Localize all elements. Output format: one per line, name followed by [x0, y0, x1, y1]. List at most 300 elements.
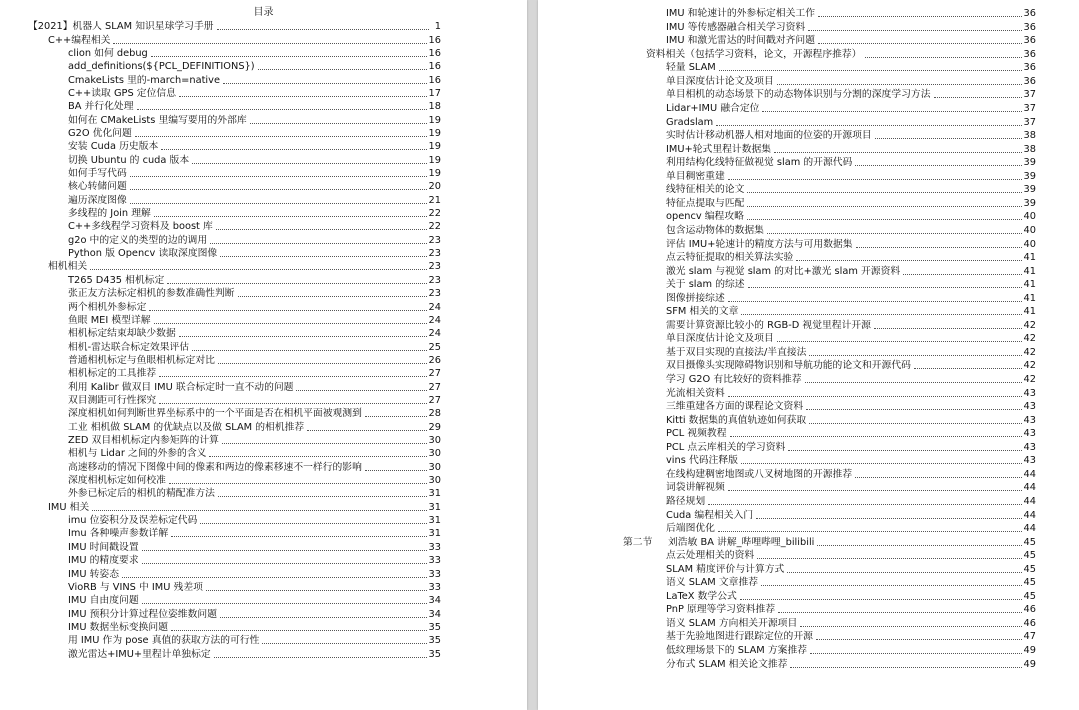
toc-entry[interactable] — [68, 380, 441, 393]
toc-entry-leader-dots — [238, 296, 427, 297]
toc-entry-page-number: 19 — [428, 114, 441, 126]
toc-entry-leader-dots — [159, 376, 426, 377]
toc-entry-label: 两个相机外参标定 — [68, 301, 147, 313]
toc-entry-page-number: 40 — [1023, 238, 1036, 250]
toc-entry-page-number: 30 — [428, 475, 441, 487]
toc-entry-label: 安装 Cuda 历史版本 — [68, 141, 159, 153]
toc-entry-label: 关于 slam 的综述 — [666, 279, 745, 291]
toc-entry-label: Gradslam — [666, 116, 714, 128]
toc-entry-label: 切换 Ubuntu 的 cuda 版本 — [68, 154, 190, 166]
toc-entry-leader-dots — [130, 176, 427, 177]
toc-entry[interactable] — [666, 657, 1036, 670]
toc-entry[interactable] — [68, 407, 441, 420]
toc-entry-page-number: 35 — [428, 621, 441, 633]
toc-entry-leader-dots — [142, 550, 427, 551]
toc-entry-leader-dots — [220, 256, 426, 257]
toc-entry-leader-dots — [307, 430, 426, 431]
toc-entry-label: 需要计算资源比较小的 RGB-D 视觉里程计开源 — [666, 319, 871, 331]
toc-entry[interactable] — [666, 264, 1036, 277]
toc-entry[interactable] — [68, 113, 441, 126]
toc-entry-leader-dots — [92, 510, 426, 511]
toc-entry[interactable] — [68, 447, 441, 460]
toc-entry[interactable] — [666, 359, 1036, 372]
toc-entry-page-number: 24 — [428, 314, 441, 326]
toc-entry-page-number: 38 — [1023, 143, 1036, 155]
toc-entry-leader-dots — [142, 563, 427, 564]
toc-entry-label: 核心转储问题 — [68, 181, 127, 193]
toc-entry[interactable] — [68, 327, 441, 340]
toc-entry-page-number: 17 — [428, 87, 441, 99]
toc-entry-leader-dots — [809, 355, 1021, 356]
toc-entry-leader-dots — [159, 403, 426, 404]
toc-entry[interactable] — [68, 487, 441, 500]
toc-entry[interactable] — [623, 535, 1036, 548]
toc-entry-page-number: 46 — [1023, 617, 1036, 629]
toc-entry-label: 路径规划 — [666, 495, 706, 507]
toc-entry-page-number: 49 — [1023, 645, 1036, 657]
toc-entry-leader-dots — [740, 599, 1022, 600]
toc-entry[interactable] — [666, 346, 1036, 359]
toc-entry[interactable] — [68, 367, 441, 380]
toc-entry-leader-dots — [296, 390, 426, 391]
toc-entry[interactable] — [666, 481, 1036, 494]
toc-entry[interactable] — [68, 527, 441, 540]
toc-entry[interactable] — [666, 115, 1036, 128]
toc-entry-page-number: 27 — [428, 381, 441, 393]
toc-entry-page-number: 44 — [1023, 468, 1036, 480]
toc-entry[interactable] — [666, 603, 1036, 616]
toc-entry[interactable] — [666, 210, 1036, 223]
toc-entry-page-number: 39 — [1023, 184, 1036, 196]
toc-entry-leader-dots — [130, 189, 427, 190]
toc-entry-page-number: 23 — [428, 234, 441, 246]
toc-entry-leader-dots — [149, 310, 426, 311]
toc-entry[interactable] — [48, 501, 441, 514]
toc-entry[interactable] — [68, 140, 441, 153]
toc-entry-leader-dots — [113, 43, 426, 44]
toc-entry-leader-dots — [718, 531, 1022, 532]
toc-entry-page-number: 41 — [1023, 306, 1036, 318]
toc-entry[interactable] — [666, 617, 1036, 630]
toc-entry-leader-dots — [800, 626, 1021, 627]
toc-entry-leader-dots — [192, 350, 426, 351]
toc-entry-page-number: 36 — [1023, 35, 1036, 47]
toc-entry-leader-dots — [790, 667, 1021, 668]
toc-entry[interactable] — [666, 278, 1036, 291]
toc-entry[interactable] — [68, 300, 441, 313]
toc-entry-leader-dots — [192, 163, 426, 164]
toc-entry-leader-dots — [788, 450, 1021, 451]
toc-entry-leader-dots — [914, 368, 1022, 369]
toc-entry-leader-dots — [874, 328, 1022, 329]
toc-entry-page-number: 41 — [1023, 265, 1036, 277]
toc-entry-page-number: 19 — [428, 141, 441, 153]
toc-entry[interactable] — [68, 340, 441, 353]
toc-entry[interactable] — [68, 314, 441, 327]
toc-entry-label: 线特征相关的论文 — [666, 184, 745, 196]
toc-entry[interactable] — [68, 234, 441, 247]
toc-entry[interactable] — [666, 400, 1036, 413]
toc-entry-label: BA 并行化处理 — [68, 101, 134, 113]
toc-entry-leader-dots — [934, 97, 1022, 98]
toc-entry[interactable] — [68, 220, 441, 233]
toc-entry[interactable] — [68, 194, 441, 207]
toc-entry[interactable] — [68, 100, 441, 113]
toc-entry-leader-dots — [777, 341, 1022, 342]
toc-entry-leader-dots — [816, 639, 1022, 640]
toc-entry-leader-dots — [728, 301, 1022, 302]
toc-entry[interactable] — [666, 88, 1036, 101]
toc-entry-page-number: 41 — [1023, 252, 1036, 264]
toc-entry-page-number: 33 — [428, 581, 441, 593]
toc-entry-leader-dots — [214, 657, 427, 658]
toc-entry-leader-dots — [806, 409, 1021, 410]
toc-entry-page-number: 36 — [1023, 75, 1036, 87]
toc-entry-leader-dots — [756, 518, 1021, 519]
toc-entry-label: 单目深度估计论文及项目 — [666, 75, 774, 87]
toc-entry-page-number: 30 — [428, 461, 441, 473]
toc-entry-label: 语义 SLAM 方向相关开源项目 — [666, 617, 798, 629]
toc-entry-leader-dots — [747, 192, 1021, 193]
toc-entry[interactable] — [68, 154, 441, 167]
toc-entry-label: IMU 和轮速计的外参标定相关工作 — [666, 8, 815, 20]
toc-entry-leader-dots — [154, 216, 427, 217]
toc-entry-leader-dots — [716, 125, 1021, 126]
toc-entry-label: 包含运动物体的数据集 — [666, 224, 764, 236]
toc-entry[interactable] — [666, 630, 1036, 643]
toc-entry[interactable] — [68, 567, 441, 580]
toc-entry-leader-dots — [122, 577, 427, 578]
toc-entry[interactable] — [666, 644, 1036, 657]
toc-entry-label: IMU 数据坐标变换问题 — [68, 621, 169, 633]
toc-entry[interactable] — [68, 541, 441, 554]
toc-entry[interactable] — [666, 427, 1036, 440]
toc-entry[interactable] — [68, 73, 441, 86]
toc-entry-leader-dots — [805, 382, 1022, 383]
toc-entry-leader-dots — [135, 136, 427, 137]
toc-entry[interactable] — [68, 207, 441, 220]
toc-entry-page-number: 42 — [1023, 319, 1036, 331]
toc-entry-page-number: 45 — [1023, 563, 1036, 575]
toc-entry[interactable] — [666, 143, 1036, 156]
toc-entry-leader-dots — [767, 233, 1022, 234]
toc-entry-label: 利用 Kalibr 做双目 IMU 联合标定时一直不动的问题 — [68, 381, 294, 393]
toc-entry-label: SLAM 精度评价与计算方式 — [666, 563, 785, 575]
toc-entry-leader-dots — [757, 558, 1021, 559]
toc-entry-leader-dots — [90, 269, 426, 270]
toc-entry-page-number: 39 — [1023, 170, 1036, 182]
toc-entry[interactable] — [68, 514, 441, 527]
toc-entry[interactable] — [666, 251, 1036, 264]
toc-entry-page-number: 16 — [428, 47, 441, 59]
toc-entry-leader-dots — [817, 545, 1021, 546]
toc-entry-page-number: 41 — [1023, 292, 1036, 304]
toc-entry[interactable] — [666, 332, 1036, 345]
toc-entry-label: 深度相机如何判断世界坐标系中的一个平面是否在相机平面被观测到 — [68, 408, 362, 420]
toc-entry[interactable] — [666, 292, 1036, 305]
toc-entry-leader-dots — [875, 138, 1022, 139]
toc-entry-label: 深度相机标定如何校准 — [68, 475, 166, 487]
toc-entry-page-number: 16 — [428, 61, 441, 73]
toc-entry[interactable] — [666, 454, 1036, 467]
toc-entry-leader-dots — [365, 416, 427, 417]
toc-entry-leader-dots — [865, 57, 1022, 58]
toc-entry[interactable] — [666, 183, 1036, 196]
toc-entry[interactable] — [666, 373, 1036, 386]
toc-entry[interactable] — [68, 394, 441, 407]
toc-entry-page-number: 28 — [428, 408, 441, 420]
toc-entry[interactable] — [68, 167, 441, 180]
toc-entry[interactable] — [68, 474, 441, 487]
toc-entry-leader-dots — [787, 572, 1021, 573]
toc-entry-label: 点云特征提取的相关算法实验 — [666, 252, 794, 264]
toc-entry-leader-dots — [761, 585, 1021, 586]
toc-entry[interactable] — [666, 75, 1036, 88]
toc-entry-leader-dots — [169, 483, 427, 484]
toc-entry-label: Kitti 数据集的真值轨迹如何获取 — [666, 414, 807, 426]
toc-entry-page-number: 33 — [428, 568, 441, 580]
toc-entry-label: 相机标定结束却缺少数据 — [68, 328, 176, 340]
toc-entry-label: 光流相关资料 — [666, 387, 725, 399]
toc-entry-leader-dots — [728, 490, 1022, 491]
toc-entry[interactable] — [666, 21, 1036, 34]
toc-entry-page-number: 23 — [428, 248, 441, 260]
toc-entry[interactable] — [68, 607, 441, 620]
toc-entry-leader-dots — [777, 84, 1022, 85]
toc-entry[interactable] — [666, 576, 1036, 589]
toc-entry[interactable] — [68, 354, 441, 367]
toc-entry-leader-dots — [218, 496, 427, 497]
toc-entry[interactable] — [666, 508, 1036, 521]
toc-entry-label: 双目测距可行性探究 — [68, 394, 157, 406]
toc-entry-label: Python 版 Opencv 读取深度图像 — [68, 248, 218, 260]
toc-entry-label: Lidar+IMU 融合定位 — [666, 103, 760, 115]
toc-entry-leader-dots — [209, 456, 426, 457]
toc-entry[interactable] — [68, 421, 441, 434]
toc-entry-page-number: 30 — [428, 435, 441, 447]
toc-entry-page-number: 23 — [428, 288, 441, 300]
toc-entry[interactable] — [666, 197, 1036, 210]
toc-entry[interactable] — [68, 247, 441, 260]
toc-entry-page-number: 45 — [1023, 536, 1036, 548]
toc-entry[interactable] — [68, 647, 441, 660]
toc-entry-leader-dots — [365, 470, 427, 471]
toc-entry-label: LaTeX 数学公式 — [666, 590, 737, 602]
toc-entry-page-number: 36 — [1023, 62, 1036, 74]
toc-entry[interactable] — [68, 594, 441, 607]
toc-entry-page-number: 36 — [1023, 21, 1036, 33]
toc-entry[interactable] — [28, 20, 441, 33]
toc-entry-label: SFM 相关的文章 — [666, 306, 739, 318]
toc-entry[interactable] — [68, 47, 441, 60]
toc-entry[interactable] — [68, 581, 441, 594]
toc-entry[interactable] — [48, 33, 441, 46]
toc-entry[interactable] — [666, 61, 1036, 74]
toc-entry-page-number: 29 — [428, 421, 441, 433]
toc-entry[interactable] — [666, 34, 1036, 47]
toc-entry[interactable] — [666, 319, 1036, 332]
toc-entry-page-number: 16 — [428, 74, 441, 86]
toc-entry[interactable] — [666, 468, 1036, 481]
toc-entry-page-number: 43 — [1023, 401, 1036, 413]
toc-entry-label: C++读取 GPS 定位信息 — [68, 87, 176, 99]
toc-entry-label: G2O 优化问题 — [68, 127, 132, 139]
toc-entry[interactable] — [666, 156, 1036, 169]
toc-entry-leader-dots — [747, 219, 1022, 220]
toc-entry-label: 分布式 SLAM 相关论文推荐 — [666, 658, 788, 670]
toc-entry-label: 资料相关（包括学习资料，论文，开源程序推荐） — [646, 48, 862, 60]
toc-entry-page-number: 31 — [428, 488, 441, 500]
toc-entry-page-number: 20 — [428, 181, 441, 193]
toc-entry-leader-dots — [730, 436, 1022, 437]
toc-entry-page-number: 31 — [428, 515, 441, 527]
toc-entry[interactable] — [666, 170, 1036, 183]
toc-entry-label: 双目摄像头实现障碍物识别和导航功能的论文和开源代码 — [666, 360, 911, 372]
toc-entry-page-number: 43 — [1023, 441, 1036, 453]
toc-entry-leader-dots — [262, 643, 426, 644]
toc-entry-page-number: 38 — [1023, 130, 1036, 142]
toc-entry-label: 单目深度估计论文及项目 — [666, 333, 774, 345]
toc-entry-label: 在线构建稠密地图或八叉树地图的开源推荐 — [666, 468, 853, 480]
toc-entry[interactable] — [48, 260, 441, 273]
toc-entry[interactable] — [68, 621, 441, 634]
toc-entry[interactable] — [68, 461, 441, 474]
toc-entry-leader-dots — [708, 504, 1021, 505]
toc-entry-label: 激光 slam 与视觉 slam 的对比+激光 slam 开源资料 — [666, 265, 901, 277]
toc-entry-page-number: 42 — [1023, 333, 1036, 345]
toc-entry-label: 低纹理场景下的 SLAM 方案推荐 — [666, 645, 808, 657]
toc-entry-leader-dots — [151, 56, 427, 57]
toc-entry-leader-dots — [210, 243, 426, 244]
toc-entry[interactable] — [68, 287, 441, 300]
toc-entry-label: 三维重建各方面的课程论文资料 — [666, 401, 804, 413]
toc-entry[interactable] — [666, 522, 1036, 535]
toc-entry-leader-dots — [218, 363, 427, 364]
toc-entry-label: 相机-雷达联合标定效果评估 — [68, 341, 190, 353]
toc-entry-page-number: 27 — [428, 394, 441, 406]
toc-entry[interactable] — [68, 87, 441, 100]
toc-entry-page-number: 36 — [1023, 8, 1036, 20]
toc-entry-page-number: 43 — [1023, 428, 1036, 440]
toc-entry-leader-dots — [142, 603, 427, 604]
toc-entry[interactable] — [68, 554, 441, 567]
toc-entry[interactable] — [666, 563, 1036, 576]
toc-entry-page-number: 24 — [428, 301, 441, 313]
toc-entry-leader-dots — [728, 179, 1022, 180]
toc-entry-leader-dots — [223, 83, 427, 84]
toc-entry-page-number: 40 — [1023, 211, 1036, 223]
toc-entry[interactable] — [666, 224, 1036, 237]
toc-entry-page-number: 19 — [428, 127, 441, 139]
toc-entry[interactable] — [666, 102, 1036, 115]
toc-entry-leader-dots — [220, 617, 427, 618]
toc-entry-page-number: 45 — [1023, 577, 1036, 589]
toc-entry-page-number: 24 — [428, 328, 441, 340]
toc-entry[interactable] — [68, 127, 441, 140]
toc-entry[interactable] — [68, 634, 441, 647]
toc-entry[interactable] — [666, 441, 1036, 454]
toc-entry-leader-dots — [747, 206, 1021, 207]
toc-entry-leader-dots — [258, 69, 427, 70]
toc-entry-page-number: 34 — [428, 595, 441, 607]
toc-entry-page-number: 41 — [1023, 279, 1036, 291]
toc-entry[interactable] — [666, 495, 1036, 508]
toc-entry-label: 如何手写代码 — [68, 168, 127, 180]
toc-entry[interactable] — [666, 305, 1036, 318]
toc-entry-page-number: 37 — [1023, 89, 1036, 101]
toc-entry-label: opencv 编程攻略 — [666, 211, 744, 223]
toc-entry-label: 【2021】机器人 SLAM 知识星球学习手册 — [28, 21, 214, 33]
toc-entry[interactable] — [68, 274, 441, 287]
toc-entry-page-number: 37 — [1023, 116, 1036, 128]
toc-entry-page-number: 43 — [1023, 414, 1036, 426]
toc-entry-page-number: 31 — [428, 501, 441, 513]
toc-entry-page-number: 36 — [1023, 48, 1036, 60]
toc-entry[interactable] — [666, 237, 1036, 250]
toc-entry-label: 语义 SLAM 文章推荐 — [666, 577, 759, 589]
toc-entry[interactable] — [666, 386, 1036, 399]
toc-entry[interactable] — [666, 414, 1036, 427]
toc-entry-page-number: 42 — [1023, 346, 1036, 358]
toc-entry-label: IMU 相关 — [48, 501, 90, 513]
toc-entry-leader-dots — [856, 247, 1022, 248]
toc-entry-label: C++编程相关 — [48, 34, 111, 46]
toc-entry-label: 单目相机的动态场景下的动态物体识别与分割的深度学习方法 — [666, 89, 931, 101]
toc-entry-leader-dots — [130, 203, 427, 204]
toc-entry[interactable] — [68, 434, 441, 447]
toc-entry-label: IMU 转姿态 — [68, 568, 120, 580]
toc-entry[interactable] — [666, 7, 1036, 20]
toc-entry-label: 相机与 Lidar 之间的外参的含义 — [68, 448, 207, 460]
toc-entry-page-number: 22 — [428, 221, 441, 233]
toc-entry-label: 轻量 SLAM — [666, 62, 716, 74]
toc-entry[interactable] — [666, 129, 1036, 142]
toc-entry[interactable] — [68, 60, 441, 73]
toc-entry-label: 张正友方法标定相机的参数准确性判断 — [68, 288, 235, 300]
toc-entry-leader-dots — [216, 229, 427, 230]
toc-entry-label: 刘浩敏 BA 讲解_哔哩哔哩_bilibili — [668, 536, 815, 548]
toc-entry-leader-dots — [762, 111, 1021, 112]
toc-entry-label: 点云处理相关的资料 — [666, 550, 755, 562]
toc-entry-leader-dots — [154, 323, 427, 324]
toc-entry-label: 基于双目实现的直接法/半直接法 — [666, 346, 807, 358]
toc-entry[interactable] — [666, 549, 1036, 562]
toc-entry-leader-dots — [903, 274, 1021, 275]
toc-entry-label: IMU 自由度问题 — [68, 595, 139, 607]
toc-entry-leader-dots — [748, 287, 1022, 288]
toc-entry-label: IMU 等传感器融合相关学习资料 — [666, 21, 806, 33]
toc-entry-label: add_definitions(${PCL_DEFINITIONS}) — [68, 61, 255, 73]
toc-entry-leader-dots — [171, 536, 426, 537]
toc-entry-label: Imu 各种噪声参数详解 — [68, 528, 169, 540]
toc-entry-label: 评估 IMU+轮速计的精度方法与可用数据集 — [666, 238, 853, 250]
toc-entry-leader-dots — [206, 590, 427, 591]
toc-entry[interactable] — [646, 48, 1036, 61]
toc-entry[interactable] — [666, 590, 1036, 603]
toc-entry-page-number: 37 — [1023, 103, 1036, 115]
toc-entry-leader-dots — [167, 283, 426, 284]
toc-entry-leader-dots — [809, 423, 1021, 424]
toc-entry-label: VioRB 与 VINS 中 IMU 残差项 — [68, 581, 203, 593]
toc-entry-leader-dots — [808, 30, 1021, 31]
toc-entry[interactable] — [68, 180, 441, 193]
toc-entry-leader-dots — [137, 109, 427, 110]
toc-entry-leader-dots — [217, 29, 429, 30]
toc-entry-leader-dots — [200, 523, 426, 524]
toc-entry-page-number: 33 — [428, 555, 441, 567]
toc-entry-label: PnP 原理等学习资料推荐 — [666, 604, 776, 616]
toc-entry-label: 相机相关 — [48, 261, 88, 273]
